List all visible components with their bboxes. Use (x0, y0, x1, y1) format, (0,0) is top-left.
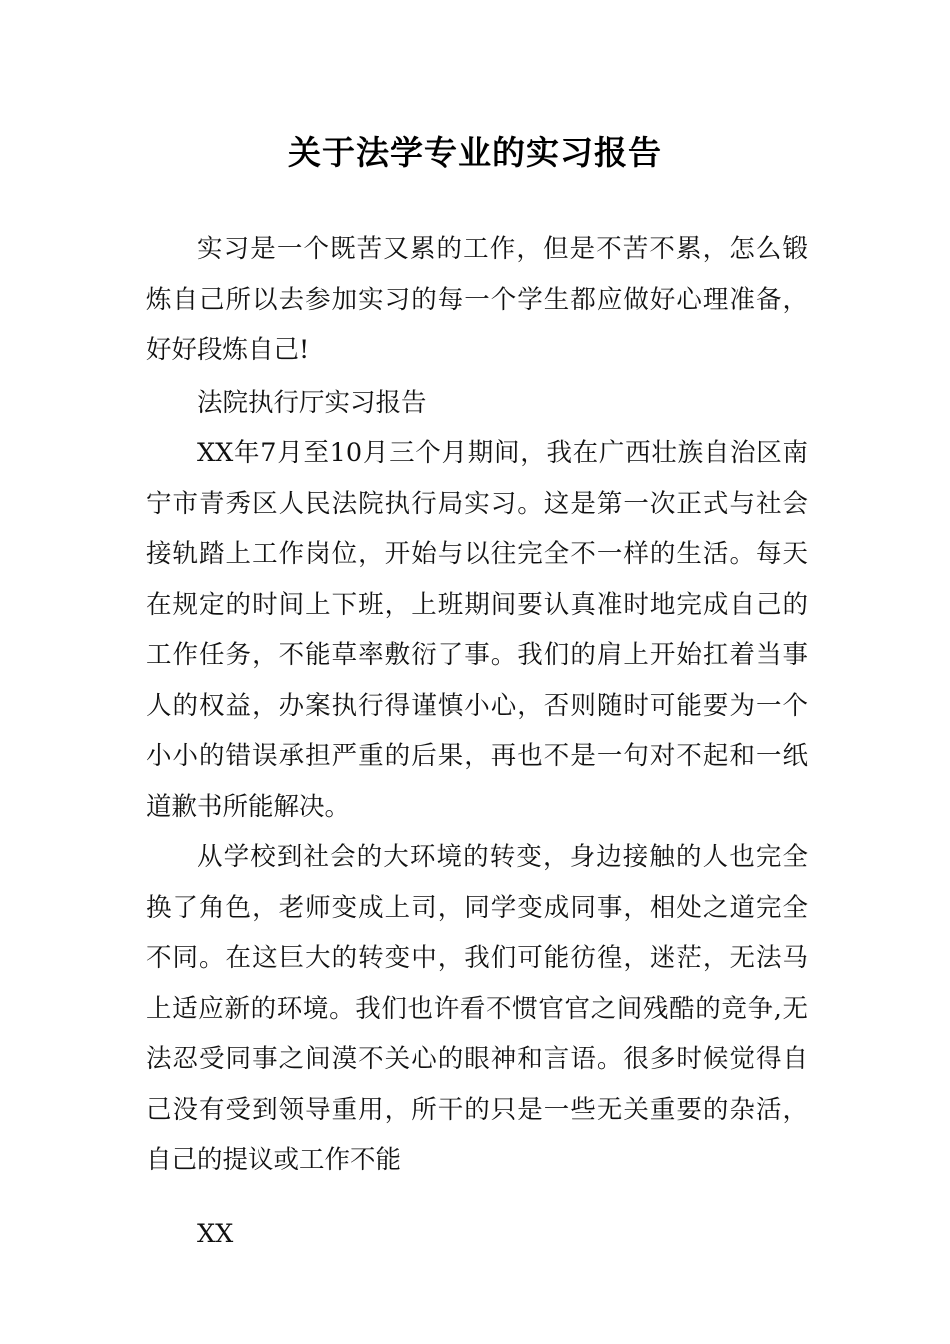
paragraph-internship: XX年7月至10月三个月期间，我在广西壮族自治区南宁市青秀区人民法院执行局实习。这是第一次正式与社会接轨踏上工作岗位，开始与以往完全不一样的生活。每天在规定的时间上下班，上班期间要认真准时地完成自己的工作任务，不能草率敷衍了事。我们的肩上开始扛着当事人的权益，办案执行得谨慎小心，否则随时可能要为一个小小的错误承担严重的后果，再也不是一句对不起和一纸道歉书所能解决。 (146, 438, 808, 822)
document-title: 关于法学专业的实习报告 (288, 133, 662, 172)
document-body (146, 224, 808, 1259)
paragraph-transition: 从学校到社会的大环境的转变，身边接触的人也完全换了角色，老师变成上司，同学变成同事，相处之道完全不同。在这巨大的转变中，我们可能彷徨，迷茫，无法马上适应新的环境。我们也许看不惯官官之间残酷的竞争,无法忍受同事之间漠不关心的眼神和言语。很多时候觉得自己没有受到领导重用，所干的只是一些无关重要的杂活，自己的提议或工作不能 (146, 842, 808, 1175)
paragraph-trailing: XX (197, 1218, 234, 1249)
paragraph-subheading: 法院执行厅实习报告 (197, 387, 427, 418)
paragraph-intro: 实习是一个既苦又累的工作，但是不苦不累，怎么锻炼自己所以去参加实习的每一个学生都应做好心理准备，好好段炼自己! (146, 234, 808, 365)
